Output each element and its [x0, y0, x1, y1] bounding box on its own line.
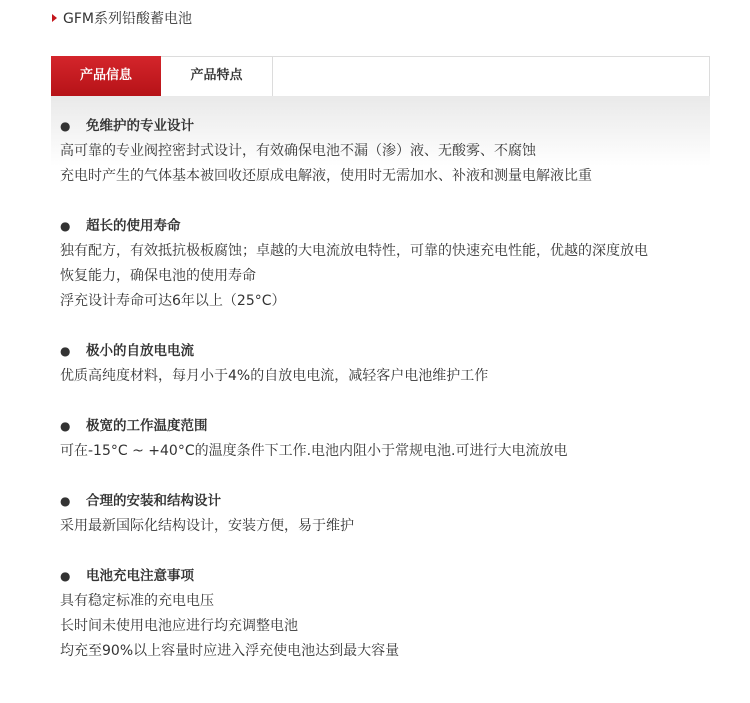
- tab-bar: [51, 56, 710, 96]
- section-text: 长时间未使用电池应进行均充调整电池: [60, 618, 298, 634]
- tab-product-features[interactable]: 产品特点: [161, 56, 273, 97]
- bullet-icon: ●: [60, 494, 71, 508]
- tab-content-panel: [51, 96, 710, 703]
- section-text: 具有稳定标准的充电电压: [60, 593, 214, 609]
- feature-section-long-life: [60, 214, 700, 314]
- section-text: 浮充设计寿命可达6年以上（25°C）: [60, 293, 286, 309]
- section-title: ● 免维护的专业设计: [60, 114, 700, 139]
- bullet-icon: ●: [60, 569, 71, 583]
- bullet-icon: ●: [60, 419, 71, 433]
- breadcrumb: [52, 8, 192, 28]
- feature-section-charging-notes: [60, 564, 700, 664]
- caret-right-icon: [52, 14, 57, 22]
- section-title: ● 合理的安装和结构设计: [60, 489, 700, 514]
- section-text: 可在-15°C ~ +40°C的温度条件下工作.电池内阻小于常规电池.可进行大电流放电: [60, 443, 568, 459]
- bullet-icon: ●: [60, 344, 71, 358]
- section-text: 充电时产生的气体基本被回收还原成电解液，使用时无需加水、补液和测量电解液比重: [60, 168, 592, 184]
- section-text: 优质高纯度材料，每月小于4%的自放电电流，减轻客户电池维护工作: [60, 368, 489, 384]
- section-title: ● 超长的使用寿命: [60, 214, 700, 239]
- bullet-icon: ●: [60, 119, 71, 133]
- section-text: 独有配方，有效抵抗极板腐蚀；卓越的大电流放电特性，可靠的快速充电性能，优越的深度放电: [60, 243, 648, 259]
- feature-section-self-discharge: [60, 339, 700, 389]
- section-title: ● 极宽的工作温度范围: [60, 414, 700, 439]
- breadcrumb-title: GFM系列铅酸蓄电池: [63, 11, 192, 27]
- feature-section-temperature-range: [60, 414, 700, 464]
- section-title: ● 极小的自放电电流: [60, 339, 700, 364]
- section-text: 均充至90%以上容量时应进入浮充使电池达到最大容量: [60, 643, 400, 659]
- feature-section-installation: [60, 489, 700, 539]
- section-title: ● 电池充电注意事项: [60, 564, 700, 589]
- section-text: 采用最新国际化结构设计，安装方便，易于维护: [60, 518, 354, 534]
- section-text: 高可靠的专业阀控密封式设计，有效确保电池不漏（渗）液、无酸雾、不腐蚀: [60, 143, 536, 159]
- tab-product-info[interactable]: 产品信息: [51, 56, 161, 97]
- bullet-icon: ●: [60, 219, 71, 233]
- feature-section-maintenance-free: [60, 114, 700, 189]
- section-text: 恢复能力，确保电池的使用寿命: [60, 268, 256, 284]
